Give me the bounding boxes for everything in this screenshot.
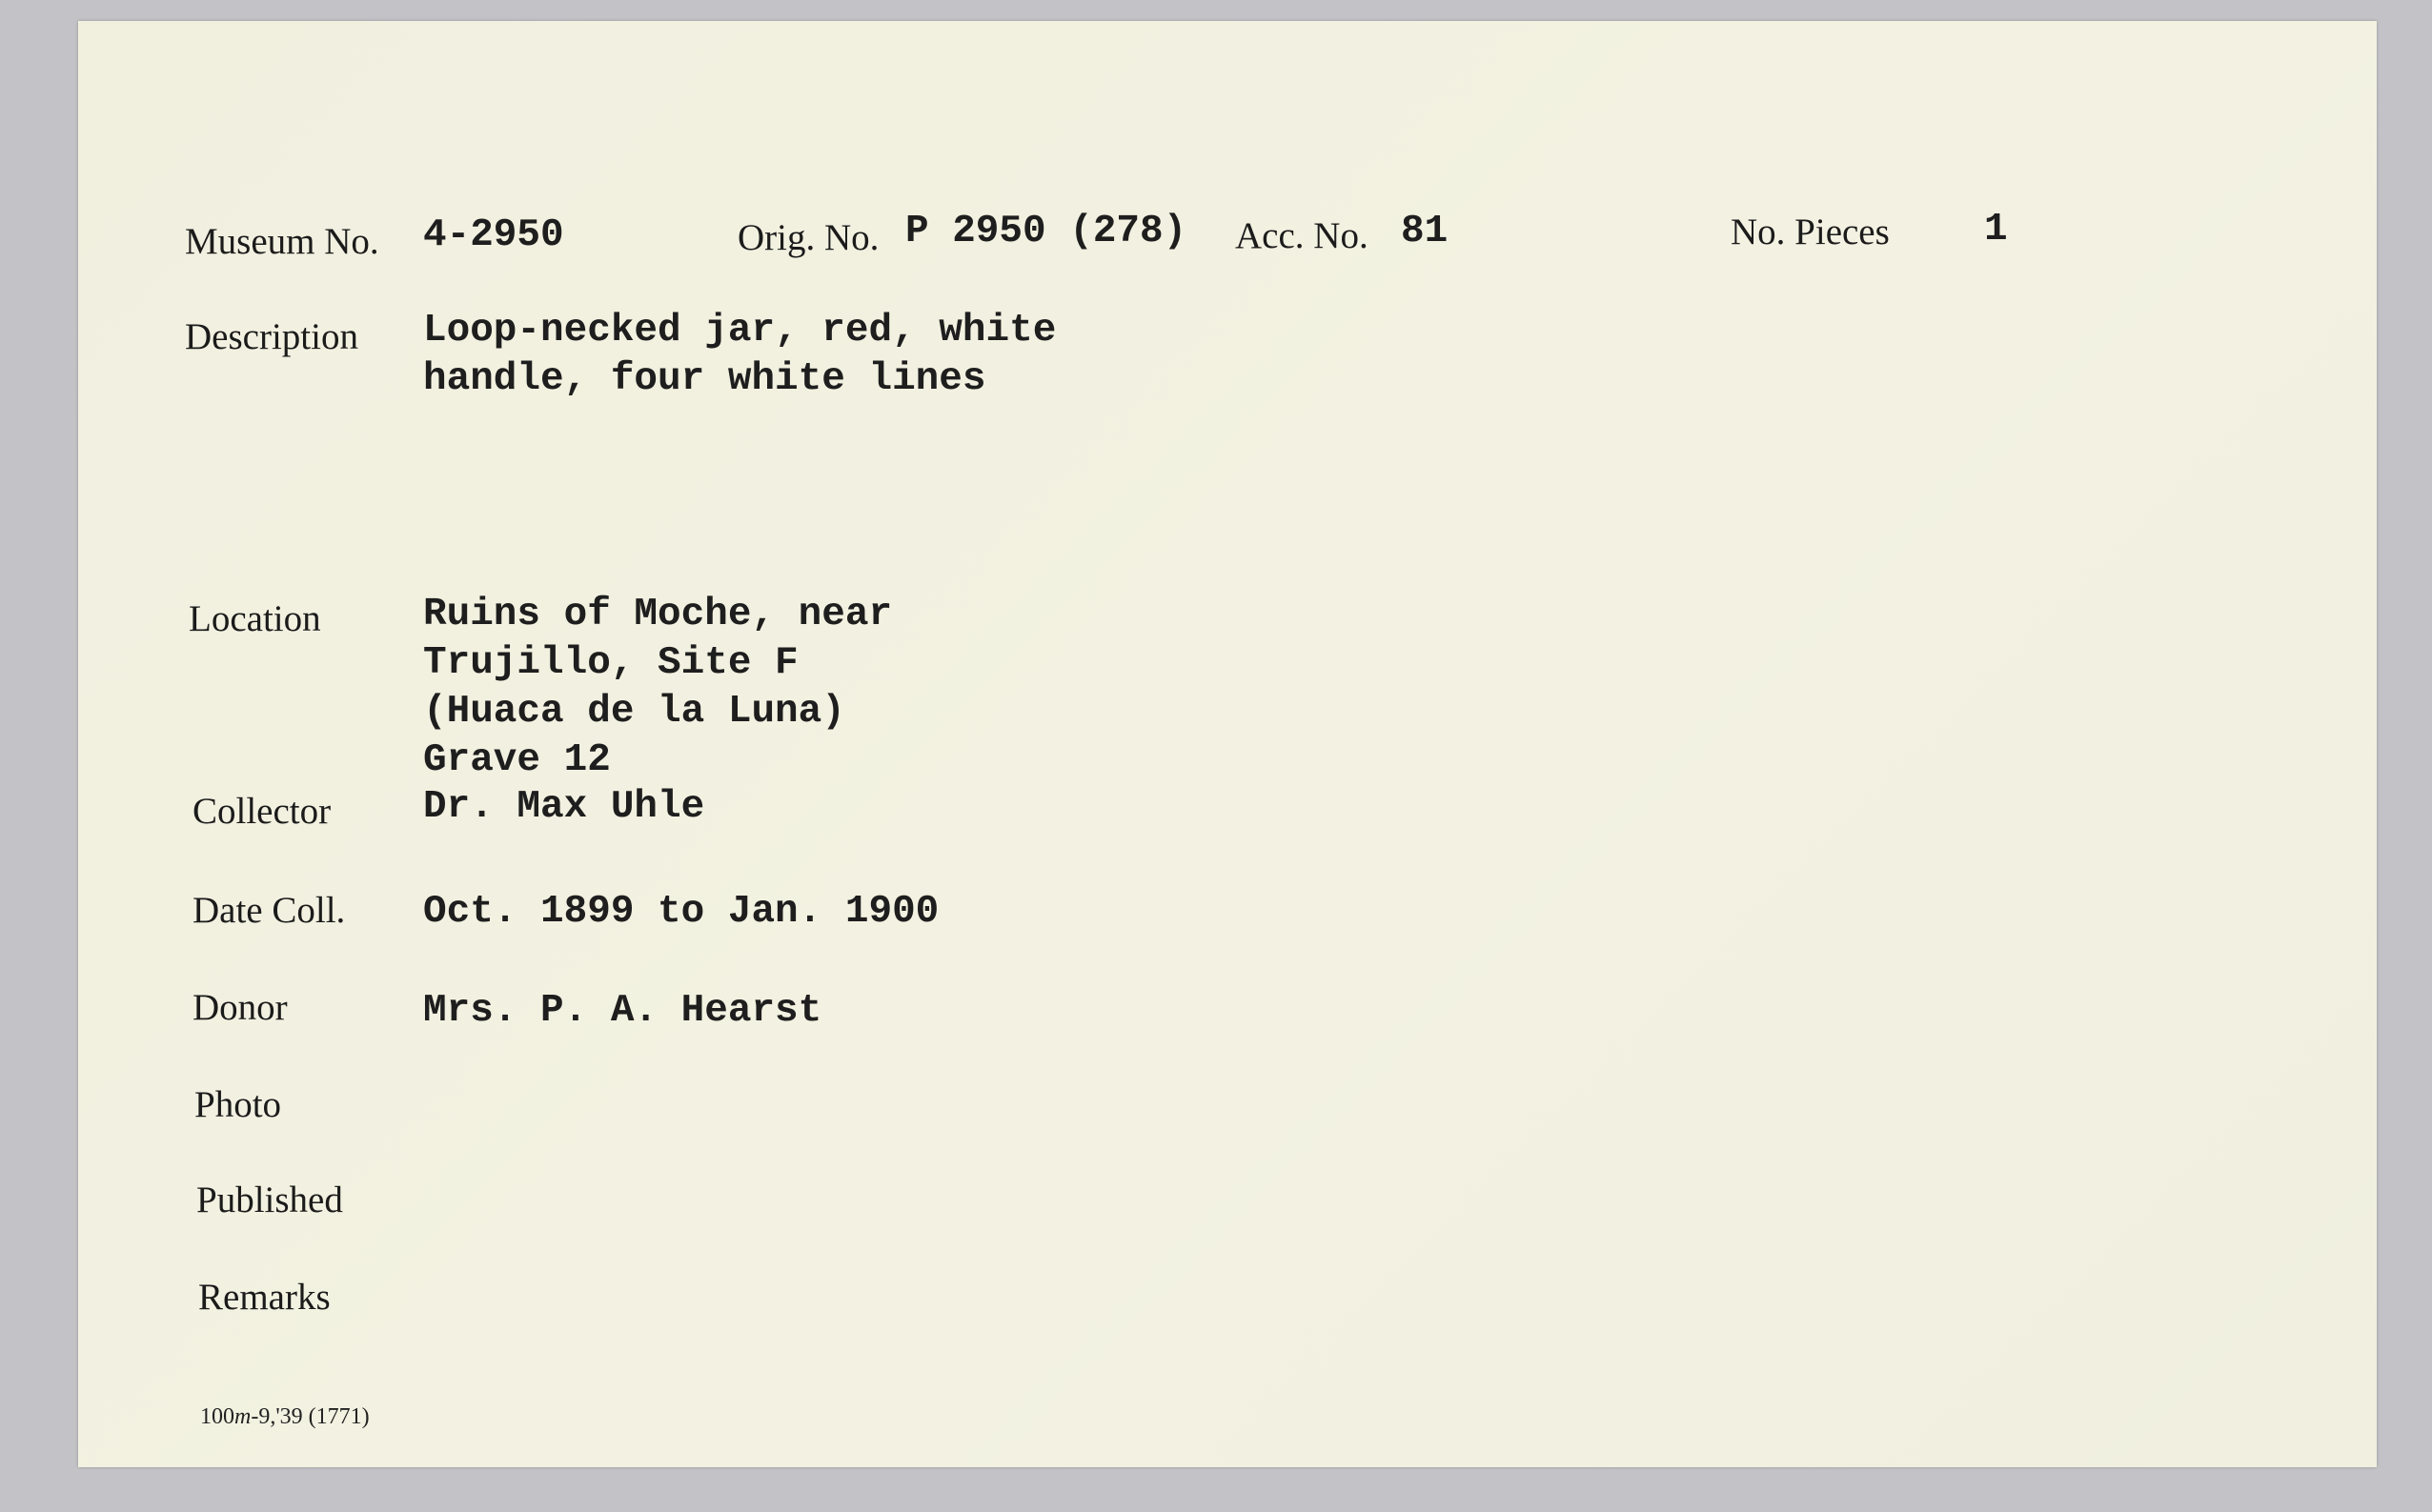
description-line: handle, four white lines — [423, 357, 986, 401]
catalog-card — [78, 21, 2377, 1467]
museum-no-label: Museum No. — [185, 221, 379, 262]
remarks-label: Remarks — [198, 1277, 331, 1318]
donor-value: Mrs. P. A. Hearst — [423, 989, 822, 1033]
description-line: Loop-necked jar, red, white — [423, 309, 1057, 353]
date-coll-value: Oct. 1899 to Jan. 1900 — [423, 890, 940, 934]
acc-no-value: 81 — [1401, 210, 1449, 253]
acc-no-label: Acc. No. — [1235, 215, 1368, 256]
location-line: Grave 12 — [423, 738, 611, 782]
location-line: Trujillo, Site F — [423, 641, 799, 685]
donor-label: Donor — [193, 987, 288, 1028]
form-code: 100m-9,'39 (1771) — [200, 1404, 370, 1429]
no-pieces-label: No. Pieces — [1731, 212, 1890, 252]
description-value — [423, 307, 1056, 404]
collector-label: Collector — [193, 791, 332, 832]
location-line: (Huaca de la Luna) — [423, 690, 845, 734]
description-label: Description — [185, 316, 358, 357]
location-value — [423, 591, 892, 785]
photo-label: Photo — [194, 1084, 282, 1125]
orig-no-value: P 2950 (278) — [905, 210, 1187, 253]
location-label: Location — [189, 598, 321, 639]
collector-value: Dr. Max Uhle — [423, 785, 705, 829]
published-label: Published — [196, 1179, 343, 1220]
no-pieces-value: 1 — [1984, 208, 2008, 252]
orig-no-label: Orig. No. — [738, 217, 880, 258]
date-coll-label: Date Coll. — [193, 890, 346, 931]
location-line: Ruins of Moche, near — [423, 593, 893, 636]
museum-no-value: 4-2950 — [423, 213, 564, 257]
